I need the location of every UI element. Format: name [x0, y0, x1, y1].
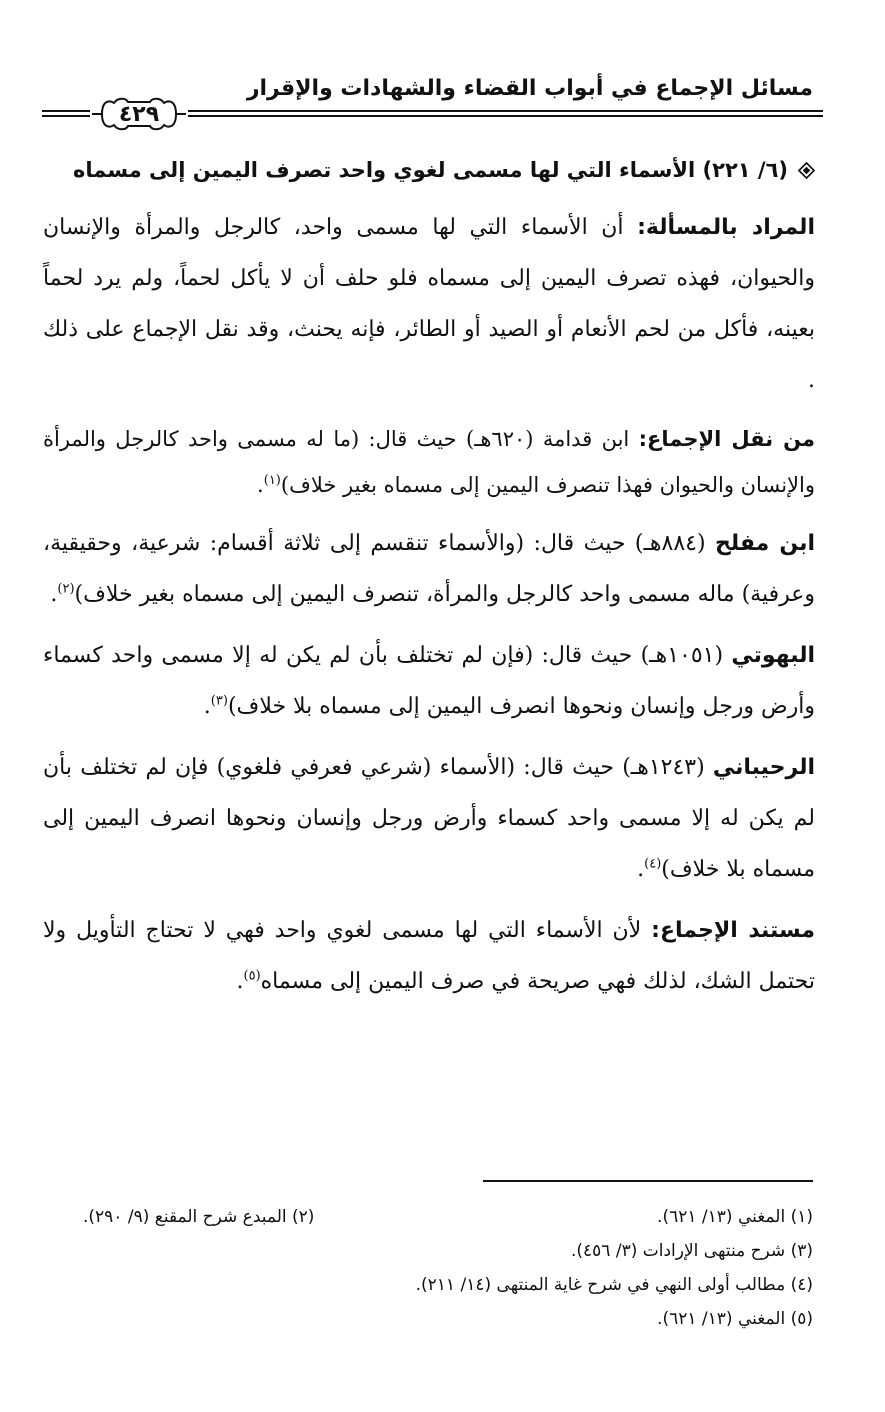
page-number-badge [90, 94, 188, 134]
paragraph-ibn-muflih [43, 518, 815, 620]
paragraph-basis [43, 905, 815, 1007]
running-title: مسائل الإجماع في أبواب القضاء والشهادات والإقرار [246, 76, 813, 101]
footnotes [43, 1200, 813, 1336]
paragraph-lead: من نقل الإجماع: [638, 427, 815, 451]
footnote-item: (٣) شرح منتهى الإرادات (٣/ ٤٥٦). [570, 1241, 813, 1261]
paragraph-text: ابن قدامة (٦٢٠هـ) حيث قال: (ما له مسمى واحد كالرجل والمرأة والإنسان والحيوان فهذا تنصرف اليمين إلى مسماه بغير خلاف) [43, 427, 815, 497]
paragraph-ruhaybani [43, 742, 815, 895]
paragraph-lead: المراد بالمسألة: [637, 215, 815, 240]
footnote-reference: (٢) [57, 581, 75, 597]
footnote-item: (٢) المبدع شرح المقنع (٩/ ٢٩٠). [83, 1207, 315, 1227]
paragraph-ibn-qudamah [43, 416, 815, 508]
footnote-reference: (٣) [210, 693, 228, 709]
paragraph-end: . [637, 857, 645, 882]
footnote-reference: (٤) [644, 856, 662, 872]
main-text [43, 148, 815, 1007]
footnote-item: (١) المغني (١٣/ ٦٢١). [657, 1207, 813, 1227]
section-heading [43, 148, 815, 192]
paragraph-end: . [50, 582, 58, 607]
paragraph-lead: الرحيباني [712, 755, 815, 780]
paragraph-text: أن الأسماء التي لها مسمى واحد، كالرجل والمرأة والإنسان والحيوان، فهذه تصرف اليمين إلى مسماه فلو حلف أن لا يأكل لحماً، ولم يرد لحماً بعينه، فأكل من لحم الأنعام أو الصيد أو الطائر، فإنه يحنث، وقد نقل الإجماع على ذلك . [43, 215, 815, 393]
paragraph-definition [43, 202, 815, 406]
paragraph-end: . [236, 969, 244, 994]
diamond-bullet-icon [798, 162, 815, 179]
footnote-item: (٥) المغني (١٣/ ٦٢١). [657, 1309, 813, 1329]
paragraph-buhuti [43, 630, 815, 732]
paragraph-end: . [257, 473, 264, 497]
header-rule [188, 110, 823, 117]
page-number: ٤٢٩ [118, 101, 160, 127]
footnote-item: (٤) مطالب أولى النهي في شرح غاية المنتهى (١٤/ ٢١١). [415, 1275, 813, 1295]
footnote-reference: (١) [263, 473, 281, 488]
paragraph-text: لأن الأسماء التي لها مسمى لغوي واحد فهي لا تحتاج التأويل ولا تحتمل الشك، لذلك فهي صريحة في صرف اليمين إلى مسماه [43, 918, 815, 994]
footnote-reference: (٥) [243, 968, 261, 984]
footnote-separator [483, 1180, 813, 1182]
paragraph-lead: البهوتي [731, 643, 816, 668]
paragraph-lead: مستند الإجماع: [651, 918, 816, 943]
paragraph-text: (١٢٤٣هـ) حيث قال: (الأسماء (شرعي فعرفي فلغوي) فإن لم تختلف بأن لم يكن له إلا مسمى واحد كسماء وأرض ورجل وإنسان ونحوها انصرف اليمين إلى مسماه بلا خلاف) [43, 755, 816, 882]
paragraph-text: (٨٨٤هـ) حيث قال: (والأسماء تنقسم إلى ثلاثة أقسام: شرعية، وحقيقية، وعرفية) ماله مسمى واحد كالرجل والمرأة، تنصرف اليمين إلى مسماه بغير خلاف) [43, 531, 815, 607]
section-heading-text: (٦/ ٢٢١) الأسماء التي لها مسمى لغوي واحد تصرف اليمين إلى مسماه [73, 158, 788, 182]
paragraph-end: . [203, 694, 211, 719]
footnote-row [43, 1200, 813, 1234]
header-rule-short [42, 110, 90, 117]
paragraph-lead: ابن مفلح [715, 531, 816, 556]
paragraph-text: (١٠٥١هـ) حيث قال: (فإن لم تختلف بأن لم يكن له إلا مسمى واحد كسماء وأرض ورجل وإنسان ونحوها انصرف اليمين إلى مسماه بلا خلاف) [43, 643, 815, 719]
